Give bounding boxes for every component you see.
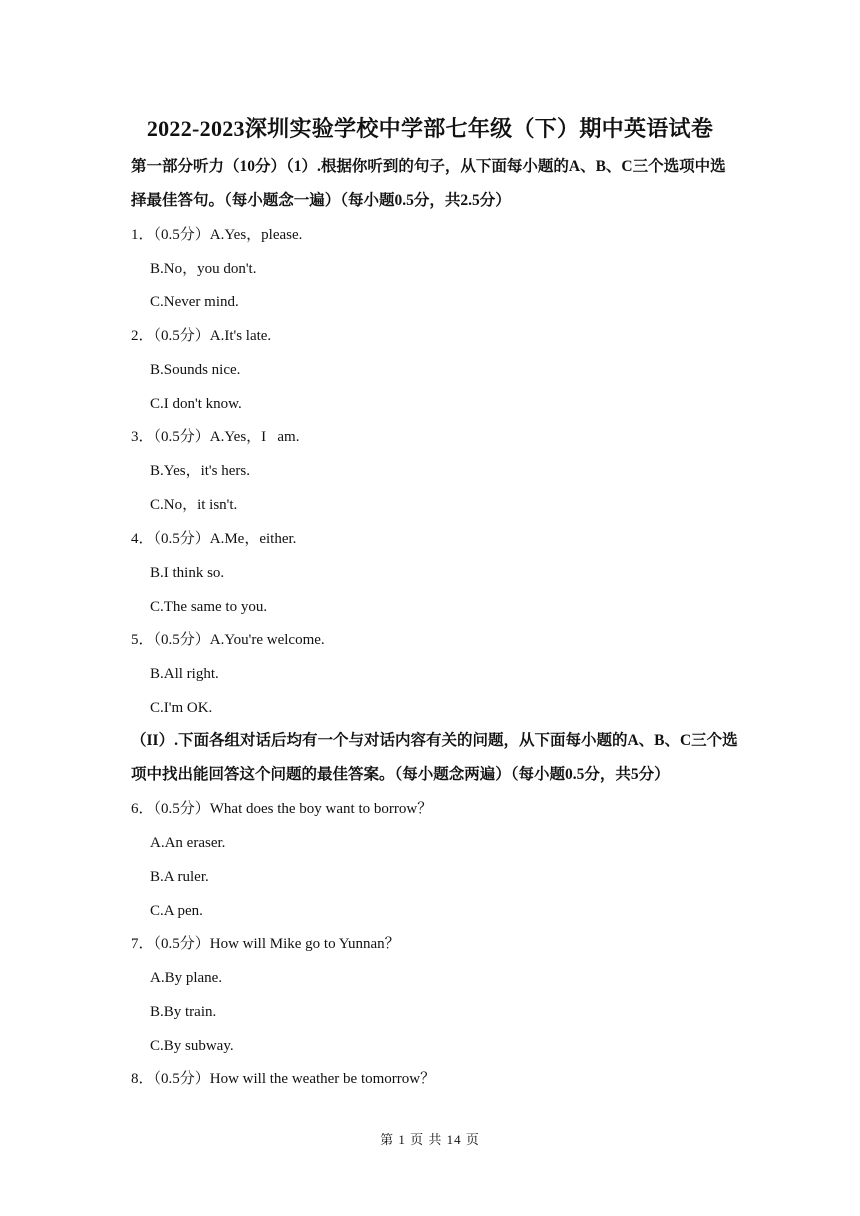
question-2-option-c: C.I don't know. bbox=[150, 396, 242, 412]
question-5-option-c: C.I'm OK. bbox=[150, 700, 213, 716]
question-7-option-a: A.By plane. bbox=[150, 970, 223, 986]
part1-heading bbox=[131, 150, 741, 218]
question-5-option-b: B.All right. bbox=[150, 666, 219, 682]
question-6-option-a: A.An eraser. bbox=[150, 835, 226, 851]
part1-heading-line2: 择最佳答句。（每小题念一遍）（每小题0.5分，共2.5分） bbox=[131, 192, 511, 209]
question-4-option-b: B.I think so. bbox=[150, 565, 225, 581]
part2-heading-line2: 项中找出能回答这个问题的最佳答案。（每小题念两遍）（每小题0.5分，共5分） bbox=[131, 766, 670, 783]
question-7-option-b: B.By train. bbox=[150, 1004, 217, 1020]
question-1-option-b: B.No，you don't. bbox=[150, 261, 257, 277]
question-4-option-c: C.The same to you. bbox=[150, 599, 268, 615]
question-6-stem: 6．（0.5分）What does the boy want to borrow？ bbox=[131, 801, 433, 817]
part2-heading bbox=[131, 724, 741, 792]
question-1-option-c: C.Never mind. bbox=[150, 294, 239, 310]
part2-heading-line1: （II）.下面各组对话后均有一个与对话内容有关的问题，从下面每小题的A、B、C三个选 bbox=[131, 732, 738, 749]
question-3-option-c: C.No，it isn't. bbox=[150, 497, 238, 513]
question-8-stem: 8．（0.5分）How will the weather be tomorrow？ bbox=[131, 1071, 436, 1087]
question-3-option-b: B.Yes，it's hers. bbox=[150, 463, 250, 479]
question-7-stem: 7．（0.5分）How will Mike go to Yunnan？ bbox=[131, 936, 400, 952]
page-number-footer: 第 1 页 共 14 页 bbox=[380, 1132, 480, 1147]
question-1-stem: 1．（0.5分）A.Yes，please. bbox=[131, 227, 303, 243]
question-4-stem: 4．（0.5分）A.Me，either. bbox=[131, 531, 297, 547]
question-3-stem: 3．（0.5分）A.Yes，I am. bbox=[131, 429, 300, 445]
exam-title: 2022-2023深圳实验学校中学部七年级（下）期中英语试卷 bbox=[146, 116, 714, 141]
question-6-option-b: B.A ruler. bbox=[150, 869, 209, 885]
question-5-stem: 5．（0.5分）A.You're welcome. bbox=[131, 632, 325, 648]
part1-heading-line1: 第一部分听力（10分）（1）.根据你听到的句子，从下面每小题的A、B、C三个选项中选 bbox=[131, 158, 726, 175]
question-6-option-c: C.A pen. bbox=[150, 903, 203, 919]
question-2-stem: 2．（0.5分）A.It's late. bbox=[131, 328, 272, 344]
question-2-option-b: B.Sounds nice. bbox=[150, 362, 241, 378]
question-7-option-c: C.By subway. bbox=[150, 1038, 234, 1054]
